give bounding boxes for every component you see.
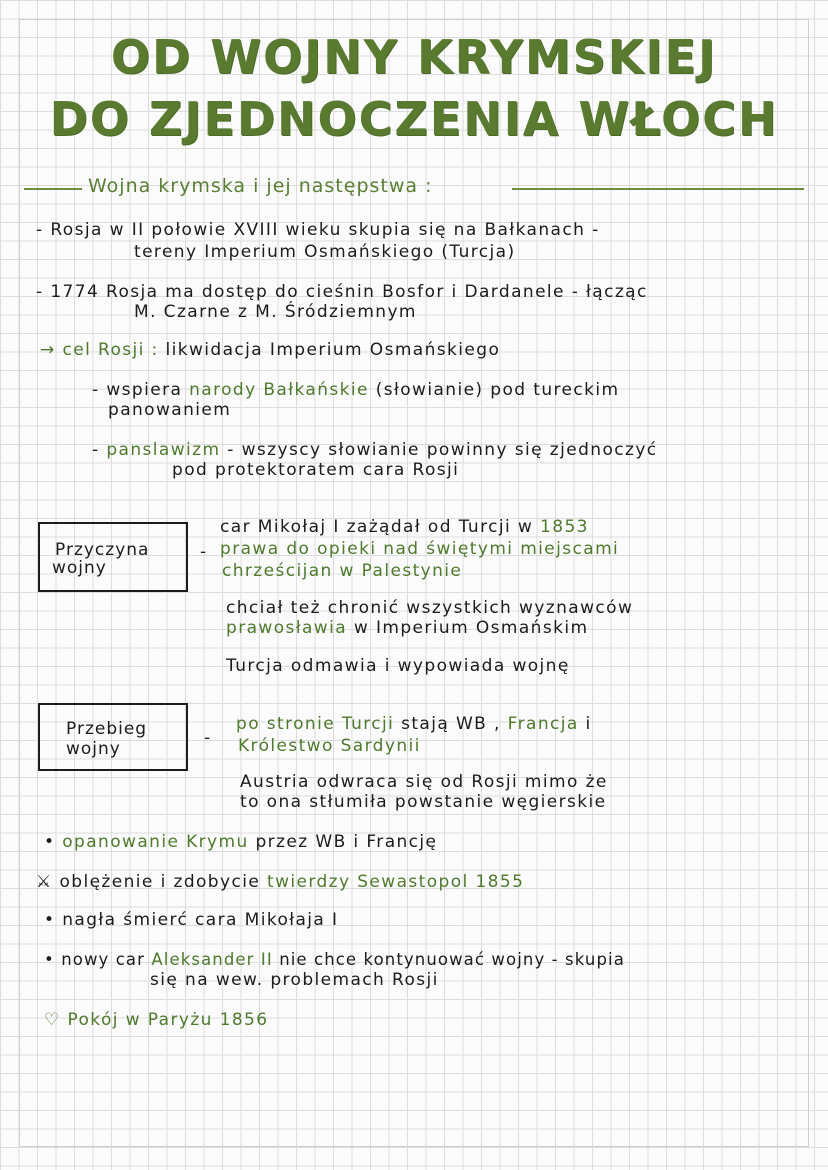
goal-item1-line1 <box>92 380 619 400</box>
cause-box-label-line1: Przyczyna <box>55 540 150 560</box>
course-line1-highlight2: Francja <box>507 714 579 734</box>
bullet4-text: nowy car <box>61 950 146 969</box>
goal-item1-rest: (słowianie) pod tureckim <box>375 380 620 400</box>
bullet5-highlight: Pokój w Paryżu 1856 <box>67 1010 269 1030</box>
intro-p1-line2: tereny Imperium Osmańskiego (Turcja) <box>134 242 516 262</box>
cause-box-label-line2: wojny <box>52 558 107 578</box>
cause-line1 <box>220 517 589 537</box>
bullet5 <box>44 1010 269 1030</box>
bullet1 <box>44 832 437 852</box>
intro-p1-line1: - Rosja w II połowie XVIII wieku skupia się na Bałkanach - <box>36 220 600 240</box>
course-box-label-line1: Przebieg <box>66 719 148 739</box>
cause-line1-year: 1853 <box>540 517 589 537</box>
goal-item2-highlight: panslawizm <box>106 440 221 460</box>
goal-item2-line2: pod protektoratem cara Rosji <box>172 460 460 480</box>
crossed-swords-icon: ⚔ <box>36 872 53 892</box>
cause-line6: Turcja odmawia i wypowiada wojnę <box>226 656 570 676</box>
bullet2-text: oblężenie i zdobycie <box>59 872 261 892</box>
bullet4-rest: nie chce kontynuować wojny - skupia <box>279 950 625 969</box>
bullet4-highlight: Aleksander II <box>151 950 273 969</box>
course-line1 <box>236 714 592 734</box>
goal-item2-rest: - wszyscy słowianie powinny się zjednoczyć <box>227 440 658 460</box>
cause-line4: chciał też chronić wszystkich wyznawców <box>226 598 634 618</box>
goal-item2-line1 <box>92 440 658 460</box>
bullet2 <box>36 872 524 892</box>
page-title-line1: OD WOJNY KRYMSKIEJ <box>110 30 718 84</box>
bullet1-rest: przez WB i Francję <box>255 832 438 852</box>
heart-icon: ♡ <box>44 1010 61 1030</box>
course-line4: to ona stłumiła powstanie węgierskie <box>240 792 607 812</box>
course-line3: Austria odwraca się od Rosji mimo że <box>240 772 608 792</box>
course-dash: - <box>204 728 211 748</box>
goal-item1-highlight: narody Bałkańskie <box>189 380 369 400</box>
bullet4-line2: się na wew. problemach Rosji <box>150 970 439 990</box>
cause-line5-highlight: prawosławia <box>226 618 348 638</box>
section-rule-right <box>512 188 804 190</box>
cause-line1-text: car Mikołaj I zażądał od Turcji w <box>220 517 534 537</box>
course-line1-mid: stają WB , <box>401 714 501 734</box>
intro-p2-line2: M. Czarne z M. Śródziemnym <box>134 302 417 322</box>
bullet-dot-icon: • <box>44 910 56 930</box>
cause-line2: prawa do opieki nad świętymi miejscami <box>220 539 620 559</box>
bullet-dot-icon: • <box>44 950 55 969</box>
cause-line5 <box>226 618 588 638</box>
cause-line3: chrześcijan w Palestynie <box>222 561 463 581</box>
intro-p2-line1: - 1774 Rosja ma dostęp do cieśnin Bosfor i Dardanele - łącząc <box>36 282 648 302</box>
section-rule-left <box>24 188 82 190</box>
cause-dash: - <box>200 542 207 562</box>
goal-item2-dash: - <box>92 440 100 460</box>
bullet2-highlight: twierdzy Sewastopol 1855 <box>267 872 525 892</box>
arrow-right-icon: → <box>40 340 56 360</box>
goal-text: likwidacja Imperium Osmańskiego <box>165 340 501 360</box>
cause-line5-rest: w Imperium Osmańskim <box>353 618 589 638</box>
bullet3-text: nagła śmierć cara Mikołaja I <box>62 910 339 930</box>
course-line2: Królestwo Sardynii <box>238 736 421 756</box>
bullet4-line1 <box>44 950 625 969</box>
course-line1-highlight1: po stronie Turcji <box>236 714 395 734</box>
section-heading: Wojna krymska i jej następstwa : <box>88 175 433 197</box>
goal-line <box>40 340 500 360</box>
bullet3 <box>44 910 338 930</box>
goal-item1-line2: panowaniem <box>108 400 232 420</box>
course-box-label-line2: wojny <box>66 739 121 759</box>
page-title-line2: DO ZJEDNOCZENIA WŁOCH <box>49 92 779 146</box>
bullet1-highlight: opanowanie Krymu <box>62 832 249 852</box>
goal-label: cel Rosji : <box>62 340 159 360</box>
goal-item1-dash: - wspiera <box>92 380 183 400</box>
course-line1-end: i <box>585 714 592 734</box>
bullet-dot-icon: • <box>44 832 56 852</box>
